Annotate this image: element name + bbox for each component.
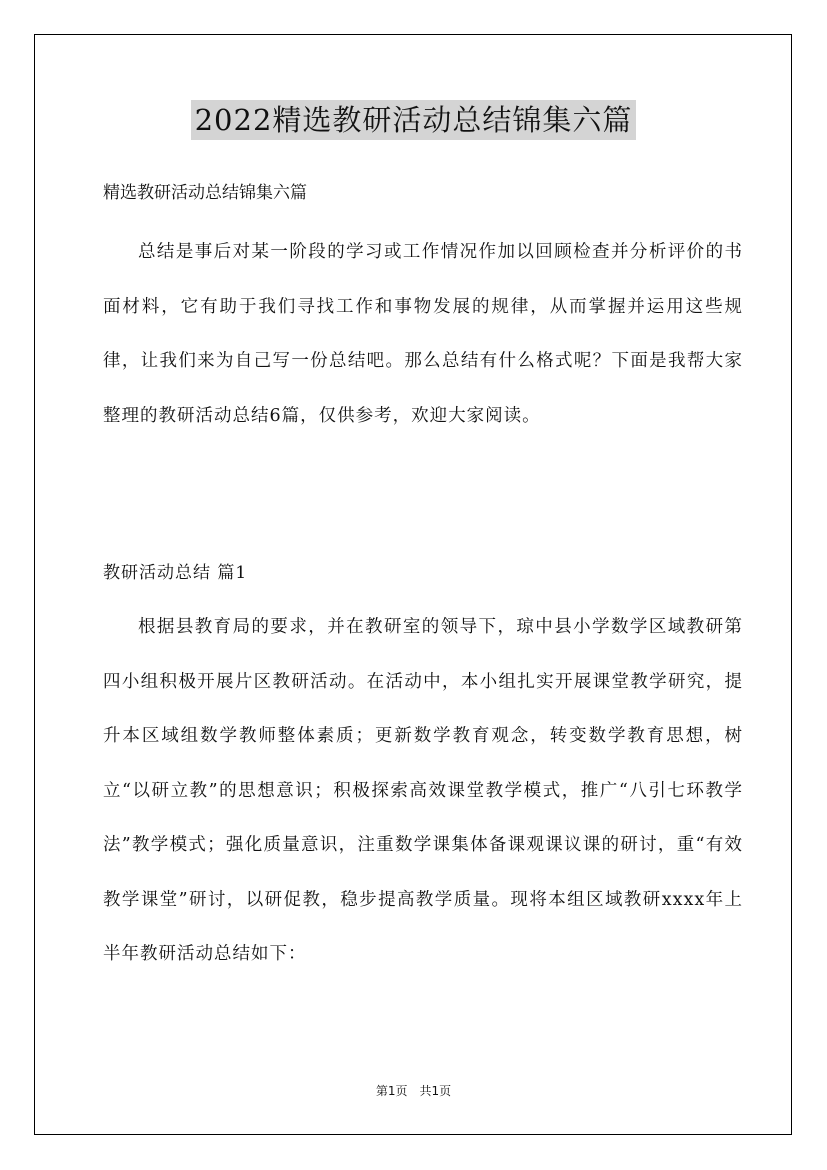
document-title-text: 2022精选教研活动总结锦集六篇	[191, 100, 637, 140]
page-number-footer: 第1页 共1页	[375, 1084, 452, 1098]
section-heading: 教研活动总结 篇1	[103, 563, 248, 583]
document-title	[0, 100, 827, 145]
document-subtitle: 精选教研活动总结锦集六篇	[103, 183, 307, 203]
section-paragraph: 根据县教育局的要求，并在教研室的领导下，琼中县小学数学区域教研第四小组积极开展片区教研活动。在活动中，本小组扎实开展课堂教学研究，提升本区域组数学教师整体素质；更新数学教育观念，转变数学教育思想，树立“以研立教”的思想意识；积极探索高效课堂教学模式，推广“八引七环教学法”教学模式；强化质量意识，注重数学课集体备课观课议课的研讨，重“有效教学课堂”研讨，以研促教，稳步提高教学质量。现将本组区域教研xxxx年上半年教研活动总结如下：	[103, 617, 743, 964]
intro-paragraph: 总结是事后对某一阶段的学习或工作情况作加以回顾检查并分析评价的书面材料，它有助于我们寻找工作和事物发展的规律，从而掌握并运用这些规律，让我们来为自己写一份总结吧。那么总结有什么格式呢？下面是我帮大家整理的教研活动总结6篇，仅供参考，欢迎大家阅读。	[103, 242, 743, 426]
